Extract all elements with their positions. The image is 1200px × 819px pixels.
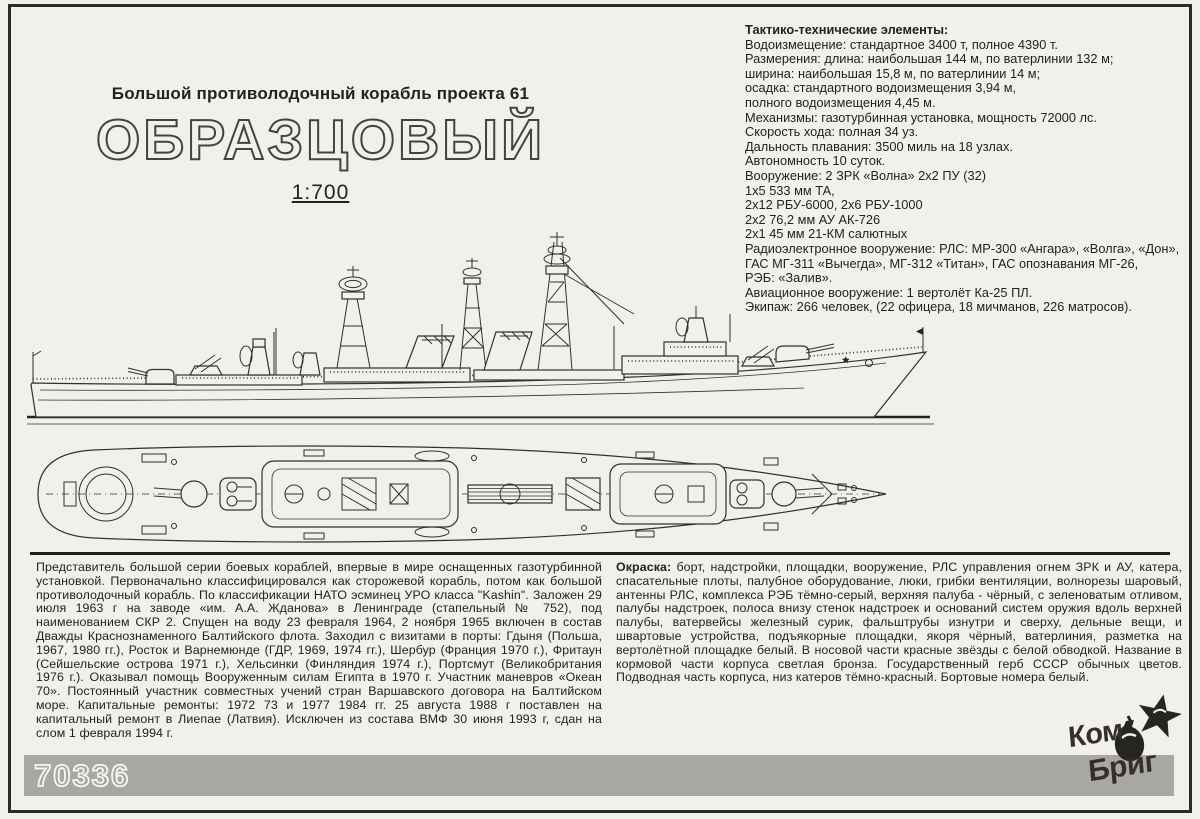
spec-line: Вооружение: 2 ЗРК «Волна» 2х2 ПУ (32): [745, 167, 986, 183]
second-director: [293, 352, 320, 375]
series-title: Большой противолодочный корабль проекта 61: [111, 84, 530, 103]
bridge-superstructure: [622, 314, 738, 374]
ship-name-title: ОБРАЗЦОВЫЙ: [95, 108, 546, 172]
plan-bridge: [610, 464, 726, 524]
spec-line: Водоизмещение: стандартное 3400 т, полное 4390 т.: [745, 36, 1058, 52]
forward-funnel: [484, 332, 532, 370]
aft-sam-launcher: [190, 355, 222, 375]
spec-line: 1х5 533 мм ТА,: [745, 182, 835, 198]
spec-line: Механизмы: газотурбинная установка, мощность 72000 лс.: [745, 109, 1097, 125]
spec-line: Размерения: длина: наибольшая 144 м, по ватерлинии 132 м;: [745, 51, 1114, 67]
spec-line: 2х2 76,2 мм АУ АК-726: [745, 211, 881, 227]
bow-jackstaff: [916, 327, 923, 352]
mid-lattice-tower: [460, 258, 486, 370]
spec-line: полного водоизмещения 4,45 м.: [745, 94, 936, 110]
plan-aft-sam: [220, 478, 256, 510]
spec-line: Автономность 10 суток.: [745, 153, 886, 169]
aft-fire-director: [240, 328, 276, 375]
title-block: [58, 84, 583, 205]
forward-fire-director: [676, 306, 708, 342]
brand-word-kom: Ком: [1066, 713, 1125, 755]
kombrig-logo: [1062, 688, 1192, 813]
forward-gun-turret: [776, 344, 834, 362]
spec-line: Авиационное вооружение: 1 вертолёт Ка-25 ПЛ.: [745, 284, 1033, 300]
history-paragraph: [36, 561, 602, 740]
history-text: Представитель большой серии боевых кораблей, впервые в мире оснащенных газотурбинной установкой. Первоначально классифицировался как сторожевой корабль, потом как большой противолодочный корабль. По классификации НАТО эсминец УРО класса "Kashin". Заложен 29 июля 1963 г на заводе «им. А.А. Жданова» в Ленинграде (стапельный № 752), под наименованием СКР 2. Спущен на воду 23 февраля 1964, 2 ноября 1965 включен в состав Дважды Краснознаменного Балтийского флота. Заходил с визитами в порты: Гдыня (Польша, 1967, 1980 гг.), Росток и Варнемюнде (ГДР, 1969, 1974 гг.), Шербур (Франция 1970 г.), Фритаун (Сейшельские острова 1971 г.), Хельсинки (Финляндия 1974 г.), Портсмут (Великобритания 1976 г.). Оказывал помощь Вооруженным силам Египта в 1970 г. Участник маневров «Океан 70». Постоянный участник совместных учений стран Варшавского договора на Балтийском море. Капитальные ремонты: 1972 73 и 1977 1984 гг. 25 августа 1988 г поставлен на капитальный ремонт в Лиепае (Латвия). Исключен из состава ВМФ 30 июня 1993 г, сдан на слом 1 февраля 1994 г.: [36, 560, 602, 740]
spec-line: 2х12 РБУ-6000, 2х6 РБУ-1000: [745, 197, 923, 213]
specs-heading: Тактико-технические элементы:: [745, 22, 949, 37]
plan-forward-sam: [730, 480, 764, 508]
spec-line: ширина: наибольшая 15,8 м, по ватерлинии 14 м;: [745, 65, 1041, 81]
section-divider-rule: [30, 552, 1170, 555]
plan-aft-deckhouse: [262, 461, 458, 527]
footer-band: [24, 755, 1174, 796]
plan-forward-funnel: [566, 478, 600, 510]
paint-paragraph: [616, 561, 1182, 685]
main-mast: [538, 232, 634, 370]
paint-text: борт, надстройки, площадки, вооружение, РЛС управления огнем ЗРК и АУ, катера, спасательные плоты, палубное оборудование, люки, грибки вентиляции, волнорезы шаровый, антенны РЛС, комплекса РЭБ тёмно-серый, верхняя палуба - чёрный, с зеленоватым отливом, палубы надстроек, полоса внизу стенок надстроек и оснований систем оружия вдоль верхней палубы, ватервейсы железный сурик, фальштрубы изнутри и сверху, дельные вещи, и швартовые устройства, подъякорные площадки, якоря чёрный, ватерлиния, разметка на вертолётной площадке белый. В носовой части красные звёзды с белой обводкой. Название в кормовой части корпуса светлая бронза. Государственный герб СССР обычных цветов. Подводная часть корпуса, низ катеров тёмно-красный. Бортовые номера белый.: [616, 560, 1182, 685]
spec-line: Скорость хода: полная 34 уз.: [745, 124, 919, 140]
product-code: 70336: [34, 758, 131, 793]
spec-line: Радиоэлектронное вооружение: РЛС: МР-300 «Ангара», «Волга», «Дон»,: [745, 240, 1180, 256]
paint-label: Окраска:: [616, 560, 672, 574]
spec-line: ГАС МГ-311 «Вычегда», МГ-312 «Титан», ГАС опознавания МГ-26,: [745, 255, 1139, 271]
waterline: [27, 417, 934, 424]
spec-line: 2х1 45 мм 21-КМ салютных: [745, 226, 908, 242]
forward-sam-launcher: [742, 346, 774, 366]
plan-torpedo-tubes: [468, 484, 552, 504]
brand-word-brig: Бриг: [1086, 744, 1158, 789]
aft-funnel: [406, 336, 454, 368]
scale-label: 1:700: [291, 181, 350, 204]
soviet-star-icon: [1134, 690, 1186, 739]
aft-gun-turret: [128, 368, 174, 384]
spec-line: РЭБ: «Залив».: [745, 270, 833, 286]
aft-tripod-mast: [337, 266, 370, 368]
spec-line: Дальность плавания: 3500 миль на 18 узлах.: [745, 138, 1013, 154]
spec-line: осадка: стандартного водоизмещения 3,94 м,: [745, 80, 1017, 96]
plan-view-drawing: [24, 438, 899, 552]
side-view-drawing: [24, 228, 939, 432]
spec-line: Экипаж: 266 человек, (22 офицера, 18 мичманов, 226 матросов).: [745, 299, 1132, 315]
